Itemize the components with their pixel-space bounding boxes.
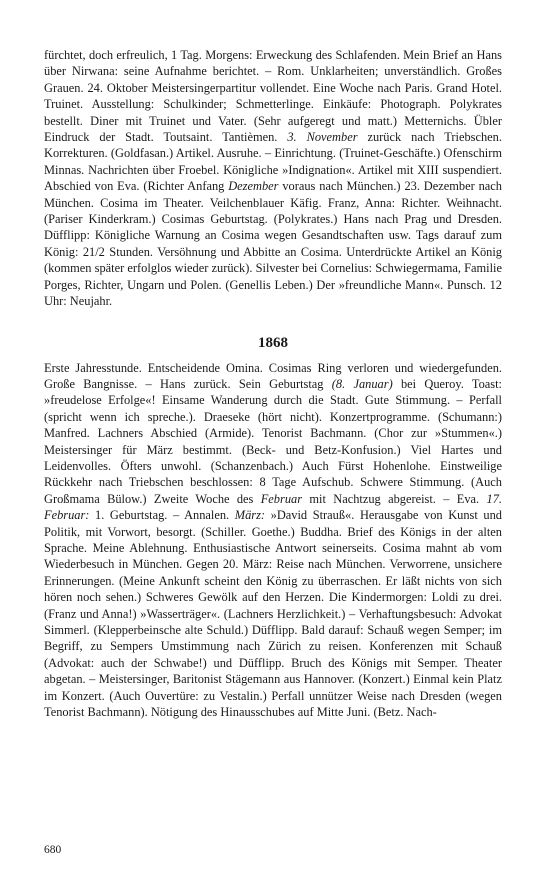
italic-text: 17. Februar:	[44, 491, 502, 523]
italic-text: März:	[234, 508, 266, 523]
paragraph: Erste Jahresstunde. Entscheidende Omina. Cosimas Ring verloren und wiedergefunden. Große Bangnisse. – Hans zurück. Sein Geburtstag (8. Januar) bei Queroy. Toast: »freudelose Erfolge«! Einsame Wanderung durch die Stadt. Gute Stimmung. – Perfall (spricht wenn ich spreche.). Draeseke (hört nicht). Konzertprogramme. (Schumann:) Manfred. Lachners Abschied (Armide). Tenorist Bachmann. (Chor zur »Stummen«.) Meistersinger für März bestimmt. (Beck- und Betz-Konfusion.) Viel Hartes und Leidenvolles. Öfters unwohl. (Schanzenbach.) Auch Fürst Hohenlohe. Einstweilige Rückkehr nach Triebschen beschlossen: 8 Tage Aufschub. Schwere Stimmung. (Auch Großmama Bülow.) Zweite Woche des Februar mit Nachtzug abgereist. – Eva. 17. Februar: 1. Geburtstag. – Annalen. März: »David Strauß«. Herausgabe von Kunst und Politik, mit Vorwort, besorgt. (Schiller. Goethe.) Buddha. Brief des Königs in der alten Sprache. Meine Ablehnung. Enthusiastische Antwort seinerseits. Cosima mahnt ab vom Wiederbesuch in München. Gegen 20. März: Reise nach München. Verworrene, unsichere Erinnerungen. (Meine Ankunft scheint den König zu überraschen. Er läßt nichts von sich hören noch sehen.) Schweres Gewölk auf den Herzen. Die Kindermorgen: Loldi zu drei. (Franz und Anna!) »Wasserträger«. (Lachners Herzlichkeit.) – Verhaftungsbesuch: Advokat Simmerl. (Klepperbeinsche alte Schuld.) Düfflipp. Bald darauf: Schauß wegen Semper; im Begriff, zu Sempers Umstimmung nach Zürich zu reisen. Konferenzen mit Schauß (Advokat: auch der Schwabe!) und Düfflipp. Bruch des Königs mit Semper. Theater abgetan. – Meistersinger, Baritonist Stägemann aus Hannover. (Konzert.) Einmal kein Platz im Konzert. (Auch Ouvertüre: zu Vestalin.) Perfall unnützer Weise nach Dresden (wegen Tenorist Bachmann). Nötigung des Hinausschubes auf Mitte Juni. (Betz. Nach-	[44, 360, 502, 720]
page-number: 680	[44, 844, 62, 856]
paragraph: fürchtet, doch erfreulich, 1 Tag. Morgens: Erweckung des Schlafenden. Mein Brief an Hans über Nirwana: seine Aufnahme berichtet. – Rom. Unklarheiten; unverständlich. Großes Grauen. 24. Oktober Meistersingerpartitur vollendet. Eine Woche nach Paris. Grand Hotel. Truinet. Ausstellung: Schulkinder; Schmetterlinge. Einkäufe: Photograph. Polykrates bestellt. Diner mit Truinet und Vater. (Sehr aufgeregt und matt.) Metternichs. Übler Eindruck der Stadt. Toutsaint. Tantièmen. 3. November zurück nach Triebschen. Korrekturen. (Goldfasan.) Artikel. Ausruhe. – Einrichtung. (Truinet-Geschäfte.) Ofenschirm Minnas. Nachrichten über Froebel. Königliche »Indignation«. Artikel mit XIII suspendiert. Abschied von Eva. (Richter Anfang Dezember voraus nach München.) 23. Dezember nach München. Cosima im Theater. Veilchenblauer Käfig. Franz, Anna: Richter. Weihnacht. (Pariser Kinderkram.) Cosimas Geburtstag. (Polykrates.) Hans nach Prag und Dresden. Düfflipp: Königliche Warnung an Cosima wegen Gesandtschaften usw. Tags darauf zum König: 21/2 Stunden. Versöhnung und Abbitte an Cosima. Unterdrückte Artikel an König (kommen später erfolglos wieder zurück). Silvester bei Cornelius: Schwiegermama, Familie Porges, Richter, Ungarn und Polen. (Genellis Leben.) Der »freundliche Mann«. Punsch. 12 Uhr: Neujahr.	[44, 48, 502, 309]
italic-text: Februar	[260, 491, 303, 506]
italic-text: Dezember	[228, 179, 279, 194]
document-page	[44, 47, 502, 720]
year-heading: 1868	[258, 334, 288, 351]
italic-text: (8. Januar)	[331, 376, 393, 391]
italic-text: 3. November	[287, 130, 358, 145]
